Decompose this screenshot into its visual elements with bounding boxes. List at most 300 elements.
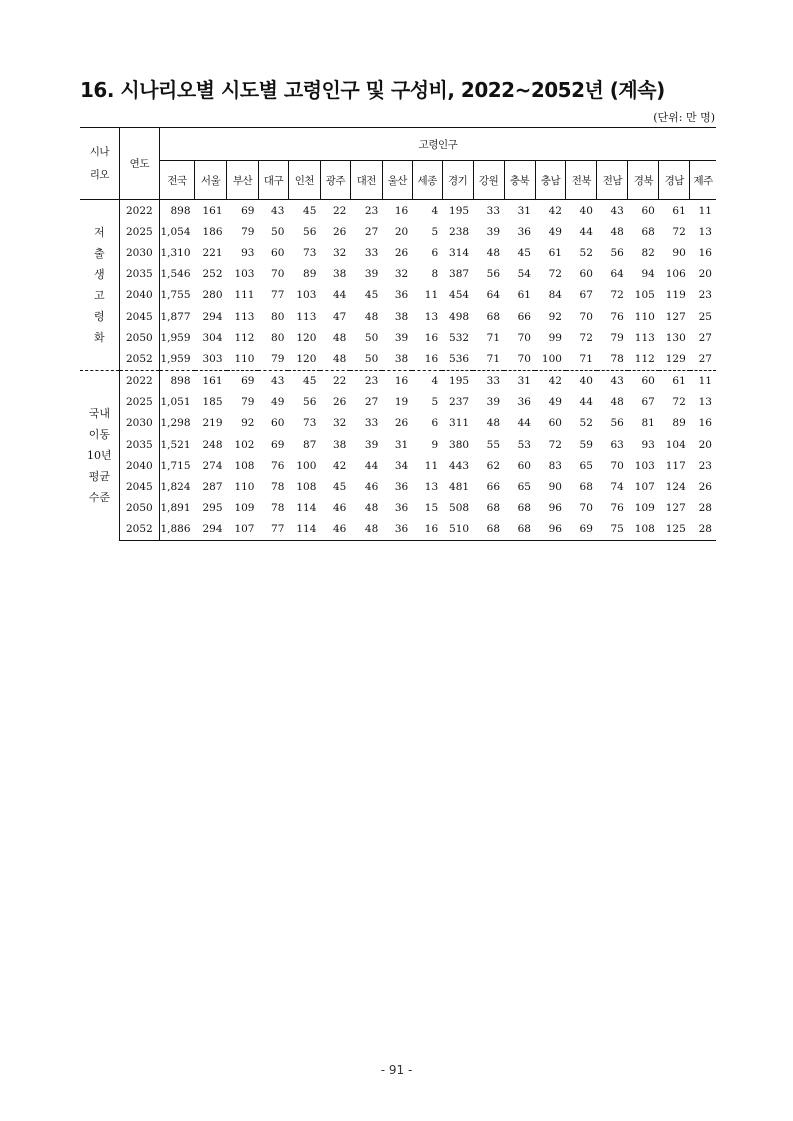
value-cell: 19 bbox=[394, 396, 409, 409]
table-row bbox=[80, 370, 716, 392]
value-cell: 48 bbox=[332, 331, 347, 344]
table-row bbox=[80, 476, 716, 497]
value-cell: 64 bbox=[610, 268, 624, 281]
value-cell: 77 bbox=[258, 519, 288, 541]
year-cell: 2030 bbox=[119, 242, 159, 263]
value-cell: 39 bbox=[486, 225, 501, 238]
value-cell: 186 bbox=[202, 225, 223, 238]
table-row bbox=[80, 200, 716, 222]
value-cell: 50 bbox=[364, 331, 379, 344]
value-cell: 161 bbox=[202, 204, 223, 217]
value-cell: 47 bbox=[332, 310, 347, 323]
value-cell: 62 bbox=[486, 459, 501, 472]
region-header: 충북 bbox=[504, 161, 535, 200]
scenario-header: 시나 리오 bbox=[80, 128, 119, 200]
value-cell: 130 bbox=[665, 331, 686, 344]
value-cell: 63 bbox=[610, 438, 624, 451]
value-cell: 72 bbox=[672, 225, 686, 238]
value-cell: 111 bbox=[234, 289, 255, 302]
value-cell: 48 bbox=[350, 519, 382, 541]
value-cell: 99 bbox=[548, 331, 562, 344]
value-cell: 48 bbox=[486, 417, 501, 430]
value-cell: 45 bbox=[517, 246, 531, 259]
value-cell: 87 bbox=[303, 438, 317, 451]
year-cell: 2025 bbox=[119, 392, 159, 413]
value-cell: 110 bbox=[234, 481, 255, 494]
value-cell: 70 bbox=[517, 331, 531, 344]
value-cell: 78 bbox=[271, 481, 285, 494]
unit-note: (단위: 만 명) bbox=[653, 111, 715, 124]
value-cell: 105 bbox=[634, 289, 655, 302]
value-cell: 114 bbox=[296, 502, 317, 515]
value-cell: 33 bbox=[364, 246, 379, 259]
value-cell: 13 bbox=[698, 396, 712, 409]
value-cell: 53 bbox=[517, 438, 531, 451]
region-header: 경남 bbox=[659, 161, 690, 200]
elderly-population-header: 고령인구 bbox=[159, 128, 716, 161]
value-cell: 221 bbox=[202, 246, 223, 259]
value-cell: 45 bbox=[288, 370, 320, 392]
value-cell: 5 bbox=[431, 225, 439, 238]
value-cell: 90 bbox=[672, 246, 686, 259]
value-cell: 72 bbox=[548, 268, 562, 281]
value-cell: 68 bbox=[517, 502, 531, 515]
value-cell: 79 bbox=[271, 352, 285, 365]
value-cell: 238 bbox=[449, 225, 470, 238]
value-cell: 16 bbox=[698, 246, 712, 259]
value-cell: 48 bbox=[486, 246, 501, 259]
value-cell: 9 bbox=[431, 438, 439, 451]
value-cell: 90 bbox=[548, 481, 562, 494]
value-cell: 56 bbox=[610, 417, 624, 430]
year-cell: 2035 bbox=[119, 264, 159, 285]
value-cell: 6 bbox=[431, 417, 439, 430]
region-header: 대전 bbox=[350, 161, 382, 200]
value-cell: 72 bbox=[548, 438, 562, 451]
value-cell: 81 bbox=[641, 417, 655, 430]
value-cell: 294 bbox=[202, 310, 223, 323]
value-cell: 32 bbox=[332, 246, 347, 259]
value-cell: 16 bbox=[394, 204, 409, 217]
value-cell: 45 bbox=[303, 204, 317, 217]
value-cell: 23 bbox=[698, 289, 712, 302]
value-cell: 16 bbox=[412, 519, 442, 541]
value-cell: 44 bbox=[517, 417, 531, 430]
value-cell: 536 bbox=[449, 352, 470, 365]
value-cell: 42 bbox=[332, 459, 347, 472]
value-cell: 72 bbox=[579, 331, 593, 344]
value-cell: 38 bbox=[394, 310, 409, 323]
value-cell: 27 bbox=[364, 225, 379, 238]
year-cell: 2052 bbox=[119, 348, 159, 370]
value-cell: 11 bbox=[698, 204, 712, 217]
value-cell: 119 bbox=[665, 289, 686, 302]
scenario-label: 국내 이동 10년 평균 수준 bbox=[80, 370, 119, 541]
value-cell: 26 bbox=[332, 225, 347, 238]
value-cell: 79 bbox=[610, 331, 624, 344]
value-cell: 89 bbox=[303, 268, 317, 281]
value-cell: 96 bbox=[548, 502, 562, 515]
region-header: 강원 bbox=[473, 161, 504, 200]
region-header: 세종 bbox=[412, 161, 442, 200]
table-row bbox=[80, 264, 716, 285]
value-cell: 4 bbox=[431, 204, 439, 217]
value-cell: 387 bbox=[449, 268, 470, 281]
value-cell: 79 bbox=[241, 225, 255, 238]
value-cell: 13 bbox=[424, 481, 439, 494]
table-row bbox=[80, 498, 716, 519]
value-cell: 27 bbox=[698, 331, 712, 344]
value-cell: 39 bbox=[486, 396, 501, 409]
value-cell: 113 bbox=[234, 310, 255, 323]
value-cell: 59 bbox=[579, 438, 593, 451]
region-header: 전북 bbox=[566, 161, 597, 200]
value-cell: 73 bbox=[303, 417, 317, 430]
value-cell: 60 bbox=[641, 204, 655, 217]
year-cell: 2035 bbox=[119, 434, 159, 455]
value-cell: 219 bbox=[202, 417, 223, 430]
value-cell: 36 bbox=[394, 481, 409, 494]
value-cell: 16 bbox=[382, 370, 412, 392]
value-cell: 36 bbox=[517, 396, 531, 409]
value-cell: 1,891 bbox=[160, 502, 191, 515]
value-cell: 1,715 bbox=[160, 459, 191, 472]
value-cell: 20 bbox=[698, 268, 712, 281]
value-cell: 38 bbox=[394, 352, 409, 365]
scenario-label: 저 출 생 고 령 화 bbox=[80, 200, 119, 371]
table-row bbox=[80, 242, 716, 263]
value-cell: 481 bbox=[449, 481, 470, 494]
value-cell: 42 bbox=[535, 370, 566, 392]
value-cell: 65 bbox=[517, 481, 531, 494]
value-cell: 11 bbox=[424, 459, 439, 472]
value-cell: 127 bbox=[665, 310, 686, 323]
value-cell: 80 bbox=[271, 310, 285, 323]
value-cell: 109 bbox=[634, 502, 655, 515]
value-cell: 33 bbox=[364, 417, 379, 430]
value-cell: 71 bbox=[579, 352, 593, 365]
table-row bbox=[80, 327, 716, 348]
value-cell: 32 bbox=[332, 417, 347, 430]
value-cell: 28 bbox=[690, 519, 716, 541]
value-cell: 11 bbox=[690, 370, 716, 392]
value-cell: 103 bbox=[634, 459, 655, 472]
value-cell: 69 bbox=[566, 519, 597, 541]
region-header: 전남 bbox=[597, 161, 628, 200]
value-cell: 70 bbox=[610, 459, 624, 472]
value-cell: 23 bbox=[350, 370, 382, 392]
table-row bbox=[80, 413, 716, 434]
table-row bbox=[80, 285, 716, 306]
value-cell: 303 bbox=[202, 352, 223, 365]
value-cell: 1,959 bbox=[160, 331, 191, 344]
value-cell: 108 bbox=[628, 519, 659, 541]
value-cell: 113 bbox=[634, 331, 655, 344]
value-cell: 129 bbox=[665, 352, 686, 365]
value-cell: 78 bbox=[271, 502, 285, 515]
value-cell: 70 bbox=[517, 352, 531, 365]
value-cell: 61 bbox=[672, 204, 686, 217]
value-cell: 56 bbox=[303, 225, 317, 238]
value-cell: 48 bbox=[364, 310, 379, 323]
year-cell: 2040 bbox=[119, 285, 159, 306]
value-cell: 68 bbox=[486, 310, 501, 323]
value-cell: 33 bbox=[473, 370, 504, 392]
value-cell: 100 bbox=[296, 459, 317, 472]
value-cell: 26 bbox=[332, 396, 347, 409]
value-cell: 39 bbox=[394, 331, 409, 344]
table-row bbox=[80, 519, 716, 541]
value-cell: 76 bbox=[271, 459, 285, 472]
value-cell: 248 bbox=[202, 438, 223, 451]
value-cell: 68 bbox=[641, 225, 655, 238]
value-cell: 6 bbox=[431, 246, 439, 259]
value-cell: 70 bbox=[579, 502, 593, 515]
value-cell: 73 bbox=[303, 246, 317, 259]
value-cell: 72 bbox=[672, 396, 686, 409]
value-cell: 498 bbox=[449, 310, 470, 323]
value-cell: 31 bbox=[504, 370, 535, 392]
value-cell: 20 bbox=[394, 225, 409, 238]
value-cell: 83 bbox=[548, 459, 562, 472]
value-cell: 108 bbox=[296, 481, 317, 494]
value-cell: 4 bbox=[412, 370, 442, 392]
value-cell: 27 bbox=[364, 396, 379, 409]
value-cell: 23 bbox=[364, 204, 379, 217]
value-cell: 15 bbox=[424, 502, 439, 515]
value-cell: 295 bbox=[202, 502, 223, 515]
value-cell: 8 bbox=[431, 268, 439, 281]
region-header: 서울 bbox=[195, 161, 227, 200]
value-cell: 36 bbox=[394, 502, 409, 515]
year-cell: 2052 bbox=[119, 519, 159, 541]
region-header: 울산 bbox=[382, 161, 412, 200]
value-cell: 67 bbox=[579, 289, 593, 302]
year-cell: 2022 bbox=[119, 370, 159, 392]
region-header: 경북 bbox=[628, 161, 659, 200]
value-cell: 36 bbox=[517, 225, 531, 238]
value-cell: 103 bbox=[234, 268, 255, 281]
region-header: 전국 bbox=[159, 161, 194, 200]
value-cell: 36 bbox=[382, 519, 412, 541]
table-row bbox=[80, 221, 716, 242]
value-cell: 20 bbox=[698, 438, 712, 451]
value-cell: 84 bbox=[548, 289, 562, 302]
value-cell: 77 bbox=[271, 289, 285, 302]
value-cell: 1,824 bbox=[160, 481, 191, 494]
value-cell: 60 bbox=[548, 417, 562, 430]
value-cell: 76 bbox=[610, 310, 624, 323]
value-cell: 1,051 bbox=[160, 396, 191, 409]
value-cell: 5 bbox=[431, 396, 439, 409]
value-cell: 110 bbox=[634, 310, 655, 323]
value-cell: 45 bbox=[332, 481, 347, 494]
value-cell: 60 bbox=[271, 417, 285, 430]
value-cell: 13 bbox=[698, 225, 712, 238]
value-cell: 33 bbox=[486, 204, 501, 217]
value-cell: 52 bbox=[579, 246, 593, 259]
region-header: 부산 bbox=[227, 161, 259, 200]
year-cell: 2045 bbox=[119, 306, 159, 327]
value-cell: 61 bbox=[659, 370, 690, 392]
value-cell: 61 bbox=[548, 246, 562, 259]
value-cell: 195 bbox=[442, 370, 473, 392]
value-cell: 127 bbox=[665, 502, 686, 515]
value-cell: 46 bbox=[332, 502, 347, 515]
value-cell: 60 bbox=[579, 268, 593, 281]
value-cell: 104 bbox=[665, 438, 686, 451]
value-cell: 69 bbox=[271, 438, 285, 451]
value-cell: 93 bbox=[241, 246, 255, 259]
value-cell: 48 bbox=[610, 396, 624, 409]
value-cell: 79 bbox=[241, 396, 255, 409]
value-cell: 82 bbox=[641, 246, 655, 259]
value-cell: 94 bbox=[641, 268, 655, 281]
value-cell: 26 bbox=[394, 417, 409, 430]
value-cell: 68 bbox=[579, 481, 593, 494]
value-cell: 32 bbox=[394, 268, 409, 281]
value-cell: 69 bbox=[241, 204, 255, 217]
value-cell: 92 bbox=[548, 310, 562, 323]
value-cell: 898 bbox=[170, 204, 191, 217]
value-cell: 31 bbox=[394, 438, 409, 451]
value-cell: 55 bbox=[486, 438, 501, 451]
value-cell: 49 bbox=[548, 225, 562, 238]
value-cell: 78 bbox=[610, 352, 624, 365]
value-cell: 125 bbox=[659, 519, 690, 541]
value-cell: 39 bbox=[364, 438, 379, 451]
year-header: 연도 bbox=[119, 128, 159, 200]
value-cell: 40 bbox=[566, 370, 597, 392]
page-title: 16. 시나리오별 시도별 고령인구 및 구성비, 2022~2052년 (계속) bbox=[80, 78, 665, 102]
region-header: 광주 bbox=[320, 161, 350, 200]
value-cell: 68 bbox=[473, 519, 504, 541]
value-cell: 380 bbox=[449, 438, 470, 451]
value-cell: 44 bbox=[579, 225, 593, 238]
value-cell: 508 bbox=[449, 502, 470, 515]
value-cell: 93 bbox=[641, 438, 655, 451]
value-cell: 44 bbox=[364, 459, 379, 472]
value-cell: 43 bbox=[597, 370, 628, 392]
table-row bbox=[80, 455, 716, 476]
value-cell: 40 bbox=[579, 204, 593, 217]
value-cell: 237 bbox=[449, 396, 470, 409]
value-cell: 195 bbox=[449, 204, 470, 217]
value-cell: 56 bbox=[486, 268, 501, 281]
region-header: 대구 bbox=[258, 161, 288, 200]
value-cell: 92 bbox=[241, 417, 255, 430]
value-cell: 454 bbox=[449, 289, 470, 302]
value-cell: 68 bbox=[486, 502, 501, 515]
value-cell: 67 bbox=[641, 396, 655, 409]
region-header: 충남 bbox=[535, 161, 566, 200]
value-cell: 65 bbox=[579, 459, 593, 472]
value-cell: 103 bbox=[296, 289, 317, 302]
value-cell: 52 bbox=[579, 417, 593, 430]
value-cell: 60 bbox=[628, 370, 659, 392]
value-cell: 50 bbox=[364, 352, 379, 365]
value-cell: 23 bbox=[698, 459, 712, 472]
value-cell: 42 bbox=[548, 204, 562, 217]
year-cell: 2030 bbox=[119, 413, 159, 434]
value-cell: 107 bbox=[634, 481, 655, 494]
value-cell: 76 bbox=[610, 502, 624, 515]
value-cell: 120 bbox=[296, 352, 317, 365]
value-cell: 54 bbox=[517, 268, 531, 281]
value-cell: 274 bbox=[202, 459, 223, 472]
value-cell: 287 bbox=[202, 481, 223, 494]
region-header: 인천 bbox=[288, 161, 320, 200]
region-header: 경기 bbox=[442, 161, 473, 200]
value-cell: 1,886 bbox=[159, 519, 194, 541]
value-cell: 39 bbox=[364, 268, 379, 281]
value-cell: 1,521 bbox=[160, 438, 191, 451]
value-cell: 44 bbox=[579, 396, 593, 409]
value-cell: 510 bbox=[442, 519, 473, 541]
value-cell: 48 bbox=[332, 352, 347, 365]
value-cell: 75 bbox=[597, 519, 628, 541]
value-cell: 106 bbox=[665, 268, 686, 281]
value-cell: 60 bbox=[517, 459, 531, 472]
value-cell: 80 bbox=[271, 331, 285, 344]
value-cell: 96 bbox=[535, 519, 566, 541]
value-cell: 26 bbox=[698, 481, 712, 494]
value-cell: 16 bbox=[698, 417, 712, 430]
elderly-population-table bbox=[80, 127, 716, 541]
value-cell: 44 bbox=[332, 289, 347, 302]
value-cell: 89 bbox=[672, 417, 686, 430]
value-cell: 1,877 bbox=[160, 310, 191, 323]
page-number: - 91 - bbox=[380, 1063, 413, 1077]
value-cell: 50 bbox=[271, 225, 285, 238]
value-cell: 13 bbox=[424, 310, 439, 323]
value-cell: 43 bbox=[610, 204, 624, 217]
value-cell: 66 bbox=[486, 481, 501, 494]
value-cell: 1,755 bbox=[160, 289, 191, 302]
value-cell: 43 bbox=[258, 370, 288, 392]
value-cell: 185 bbox=[202, 396, 223, 409]
value-cell: 70 bbox=[271, 268, 285, 281]
value-cell: 49 bbox=[548, 396, 562, 409]
value-cell: 11 bbox=[424, 289, 439, 302]
value-cell: 117 bbox=[665, 459, 686, 472]
value-cell: 16 bbox=[424, 331, 439, 344]
year-cell: 2050 bbox=[119, 327, 159, 348]
year-cell: 2050 bbox=[119, 498, 159, 519]
value-cell: 31 bbox=[517, 204, 531, 217]
value-cell: 102 bbox=[234, 438, 255, 451]
value-cell: 72 bbox=[610, 289, 624, 302]
value-cell: 112 bbox=[634, 352, 655, 365]
value-cell: 49 bbox=[271, 396, 285, 409]
value-cell: 68 bbox=[504, 519, 535, 541]
value-cell: 60 bbox=[271, 246, 285, 259]
value-cell: 112 bbox=[234, 331, 255, 344]
value-cell: 100 bbox=[541, 352, 562, 365]
value-cell: 71 bbox=[486, 331, 501, 344]
year-cell: 2022 bbox=[119, 200, 159, 222]
value-cell: 56 bbox=[610, 246, 624, 259]
value-cell: 26 bbox=[394, 246, 409, 259]
value-cell: 71 bbox=[486, 352, 501, 365]
value-cell: 1,959 bbox=[160, 352, 191, 365]
value-cell: 69 bbox=[227, 370, 259, 392]
value-cell: 45 bbox=[364, 289, 379, 302]
value-cell: 70 bbox=[579, 310, 593, 323]
value-cell: 27 bbox=[698, 352, 712, 365]
value-cell: 124 bbox=[665, 481, 686, 494]
year-cell: 2040 bbox=[119, 455, 159, 476]
